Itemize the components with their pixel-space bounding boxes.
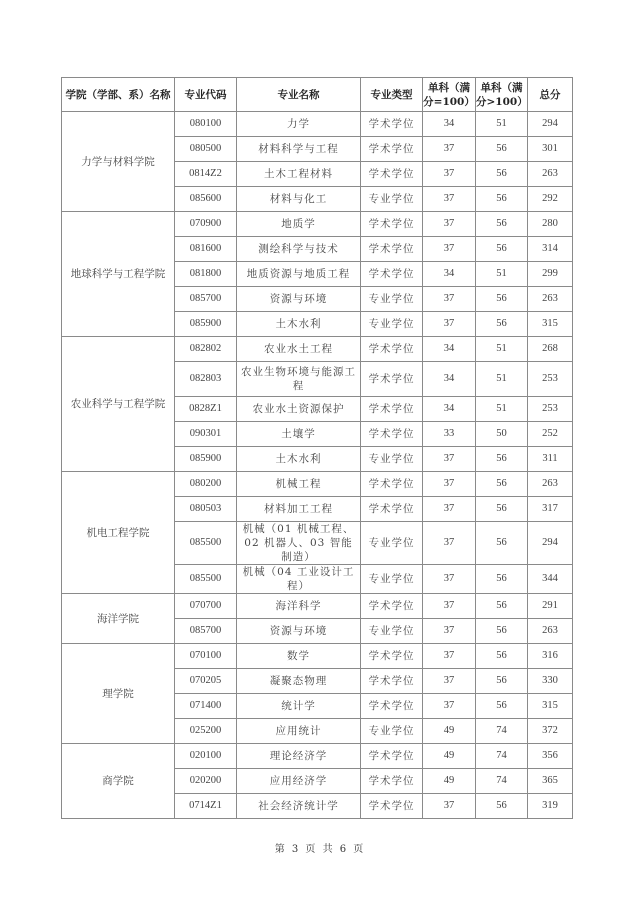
major-type: 学术学位 <box>361 794 423 819</box>
major-type: 专业学位 <box>361 619 423 644</box>
score-single-gt100: 56 <box>476 447 528 472</box>
college-name: 理学院 <box>62 644 175 744</box>
major-code: 081800 <box>175 262 237 287</box>
score-single-100: 34 <box>423 262 476 287</box>
score-total: 311 <box>528 447 573 472</box>
score-single-100: 37 <box>423 565 476 594</box>
score-single-100: 37 <box>423 187 476 212</box>
score-total: 314 <box>528 237 573 262</box>
major-code: 080200 <box>175 472 237 497</box>
major-code: 082803 <box>175 362 237 397</box>
major-name: 应用统计 <box>237 719 361 744</box>
major-name: 农业生物环境与能源工程 <box>237 362 361 397</box>
major-type: 专业学位 <box>361 719 423 744</box>
score-single-gt100: 56 <box>476 187 528 212</box>
score-single-100: 37 <box>423 237 476 262</box>
header-type: 专业类型 <box>361 78 423 112</box>
major-code: 080503 <box>175 497 237 522</box>
header-code: 专业代码 <box>175 78 237 112</box>
score-single-100: 49 <box>423 744 476 769</box>
score-total: 294 <box>528 522 573 565</box>
score-single-100: 37 <box>423 619 476 644</box>
major-type: 学术学位 <box>361 744 423 769</box>
score-single-gt100: 51 <box>476 262 528 287</box>
college-name: 商学院 <box>62 744 175 819</box>
major-code: 0814Z2 <box>175 162 237 187</box>
score-single-100: 33 <box>423 422 476 447</box>
major-type: 专业学位 <box>361 287 423 312</box>
major-name: 地质学 <box>237 212 361 237</box>
score-total: 253 <box>528 362 573 397</box>
major-code: 085900 <box>175 312 237 337</box>
major-type: 学术学位 <box>361 137 423 162</box>
score-total: 252 <box>528 422 573 447</box>
major-code: 020200 <box>175 769 237 794</box>
major-code: 025200 <box>175 719 237 744</box>
score-single-100: 37 <box>423 162 476 187</box>
major-name: 机械（04 工业设计工程） <box>237 565 361 594</box>
score-total: 280 <box>528 212 573 237</box>
major-name: 农业水土工程 <box>237 337 361 362</box>
score-single-gt100: 56 <box>476 619 528 644</box>
score-single-100: 37 <box>423 694 476 719</box>
score-total: 291 <box>528 594 573 619</box>
major-name: 应用经济学 <box>237 769 361 794</box>
score-single-100: 37 <box>423 794 476 819</box>
score-single-gt100: 56 <box>476 794 528 819</box>
score-total: 344 <box>528 565 573 594</box>
score-single-gt100: 56 <box>476 472 528 497</box>
major-name: 海洋科学 <box>237 594 361 619</box>
college-name: 机电工程学院 <box>62 472 175 594</box>
score-single-100: 37 <box>423 137 476 162</box>
major-type: 专业学位 <box>361 187 423 212</box>
header-college: 学院（学部、系）名称 <box>62 78 175 112</box>
score-single-gt100: 51 <box>476 337 528 362</box>
score-total: 365 <box>528 769 573 794</box>
score-total: 263 <box>528 162 573 187</box>
major-type: 学术学位 <box>361 337 423 362</box>
score-single-100: 37 <box>423 447 476 472</box>
college-name: 力学与材料学院 <box>62 112 175 212</box>
score-total: 263 <box>528 472 573 497</box>
major-name: 机械工程 <box>237 472 361 497</box>
score-single-gt100: 50 <box>476 422 528 447</box>
score-single-100: 34 <box>423 362 476 397</box>
major-name: 理论经济学 <box>237 744 361 769</box>
major-code: 0714Z1 <box>175 794 237 819</box>
college-name: 农业科学与工程学院 <box>62 337 175 472</box>
score-single-gt100: 56 <box>476 565 528 594</box>
table-row <box>62 594 573 619</box>
major-name: 地质资源与地质工程 <box>237 262 361 287</box>
major-type: 学术学位 <box>361 669 423 694</box>
score-single-gt100: 56 <box>476 212 528 237</box>
major-name: 材料加工工程 <box>237 497 361 522</box>
score-single-gt100: 56 <box>476 594 528 619</box>
major-code: 070205 <box>175 669 237 694</box>
major-type: 专业学位 <box>361 565 423 594</box>
major-code: 085900 <box>175 447 237 472</box>
score-total: 301 <box>528 137 573 162</box>
college-name: 地球科学与工程学院 <box>62 212 175 337</box>
major-code: 070700 <box>175 594 237 619</box>
major-type: 学术学位 <box>361 497 423 522</box>
table-row <box>62 112 573 137</box>
score-single-gt100: 56 <box>476 694 528 719</box>
score-single-gt100: 56 <box>476 237 528 262</box>
table-row <box>62 472 573 497</box>
page-number: 第 3 页 共 6 页 <box>274 844 366 855</box>
major-code: 020100 <box>175 744 237 769</box>
major-type: 学术学位 <box>361 212 423 237</box>
score-total: 316 <box>528 644 573 669</box>
score-single-100: 34 <box>423 337 476 362</box>
score-total: 315 <box>528 694 573 719</box>
score-total: 292 <box>528 187 573 212</box>
major-name: 统计学 <box>237 694 361 719</box>
major-type: 学术学位 <box>361 644 423 669</box>
major-name: 凝聚态物理 <box>237 669 361 694</box>
major-name: 材料与化工 <box>237 187 361 212</box>
major-type: 学术学位 <box>361 162 423 187</box>
score-single-gt100: 56 <box>476 137 528 162</box>
major-type: 学术学位 <box>361 594 423 619</box>
major-type: 专业学位 <box>361 312 423 337</box>
score-single-gt100: 56 <box>476 522 528 565</box>
major-code: 081600 <box>175 237 237 262</box>
major-code: 070100 <box>175 644 237 669</box>
score-single-100: 49 <box>423 719 476 744</box>
major-code: 090301 <box>175 422 237 447</box>
major-name: 土木水利 <box>237 447 361 472</box>
major-name: 资源与环境 <box>237 287 361 312</box>
score-total: 315 <box>528 312 573 337</box>
score-total: 319 <box>528 794 573 819</box>
score-single-100: 37 <box>423 594 476 619</box>
score-total: 268 <box>528 337 573 362</box>
major-type: 专业学位 <box>361 447 423 472</box>
score-total: 317 <box>528 497 573 522</box>
score-single-gt100: 51 <box>476 397 528 422</box>
major-code: 082802 <box>175 337 237 362</box>
major-name: 农业水土资源保护 <box>237 397 361 422</box>
major-name: 资源与环境 <box>237 619 361 644</box>
score-single-gt100: 56 <box>476 312 528 337</box>
college-name: 海洋学院 <box>62 594 175 644</box>
table-row <box>62 337 573 362</box>
major-type: 学术学位 <box>361 112 423 137</box>
major-code: 080100 <box>175 112 237 137</box>
score-single-100: 37 <box>423 212 476 237</box>
score-table <box>61 77 573 819</box>
header-single-gt100: 单科（满分>100） <box>476 78 528 112</box>
score-single-gt100: 56 <box>476 644 528 669</box>
table-row <box>62 744 573 769</box>
major-name: 机械（01 机械工程、02 机器人、03 智能制造） <box>237 522 361 565</box>
table-body <box>62 112 573 819</box>
major-name: 材料科学与工程 <box>237 137 361 162</box>
major-type: 学术学位 <box>361 262 423 287</box>
score-single-100: 37 <box>423 669 476 694</box>
major-code: 085500 <box>175 565 237 594</box>
score-single-gt100: 74 <box>476 744 528 769</box>
major-name: 土木工程材料 <box>237 162 361 187</box>
score-total: 253 <box>528 397 573 422</box>
major-name: 社会经济统计学 <box>237 794 361 819</box>
score-total: 294 <box>528 112 573 137</box>
major-type: 学术学位 <box>361 422 423 447</box>
table-row <box>62 644 573 669</box>
score-single-100: 37 <box>423 287 476 312</box>
score-single-100: 37 <box>423 497 476 522</box>
major-code: 085600 <box>175 187 237 212</box>
score-single-gt100: 74 <box>476 719 528 744</box>
major-name: 土壤学 <box>237 422 361 447</box>
major-type: 学术学位 <box>361 397 423 422</box>
score-total: 299 <box>528 262 573 287</box>
major-type: 专业学位 <box>361 522 423 565</box>
score-total: 356 <box>528 744 573 769</box>
major-type: 学术学位 <box>361 472 423 497</box>
table-row <box>62 212 573 237</box>
major-type: 学术学位 <box>361 237 423 262</box>
score-single-gt100: 51 <box>476 112 528 137</box>
score-single-100: 34 <box>423 397 476 422</box>
major-name: 力学 <box>237 112 361 137</box>
header-total: 总分 <box>528 78 573 112</box>
major-code: 085700 <box>175 619 237 644</box>
score-single-100: 37 <box>423 312 476 337</box>
score-single-gt100: 51 <box>476 362 528 397</box>
major-code: 0828Z1 <box>175 397 237 422</box>
major-code: 071400 <box>175 694 237 719</box>
major-type: 学术学位 <box>361 362 423 397</box>
score-single-100: 37 <box>423 522 476 565</box>
header-single-100: 单科（满分=100） <box>423 78 476 112</box>
score-single-gt100: 56 <box>476 669 528 694</box>
major-type: 学术学位 <box>361 769 423 794</box>
header-name: 专业名称 <box>237 78 361 112</box>
major-name: 数学 <box>237 644 361 669</box>
major-type: 学术学位 <box>361 694 423 719</box>
major-code: 080500 <box>175 137 237 162</box>
score-single-100: 37 <box>423 644 476 669</box>
table-header-row <box>62 78 573 112</box>
score-single-gt100: 74 <box>476 769 528 794</box>
score-single-gt100: 56 <box>476 162 528 187</box>
score-total: 372 <box>528 719 573 744</box>
score-single-100: 49 <box>423 769 476 794</box>
score-total: 263 <box>528 287 573 312</box>
major-name: 土木水利 <box>237 312 361 337</box>
score-single-100: 37 <box>423 472 476 497</box>
score-single-100: 34 <box>423 112 476 137</box>
score-total: 330 <box>528 669 573 694</box>
major-code: 085500 <box>175 522 237 565</box>
major-code: 070900 <box>175 212 237 237</box>
score-single-gt100: 56 <box>476 497 528 522</box>
major-name: 测绘科学与技术 <box>237 237 361 262</box>
score-single-gt100: 56 <box>476 287 528 312</box>
score-total: 263 <box>528 619 573 644</box>
major-code: 085700 <box>175 287 237 312</box>
